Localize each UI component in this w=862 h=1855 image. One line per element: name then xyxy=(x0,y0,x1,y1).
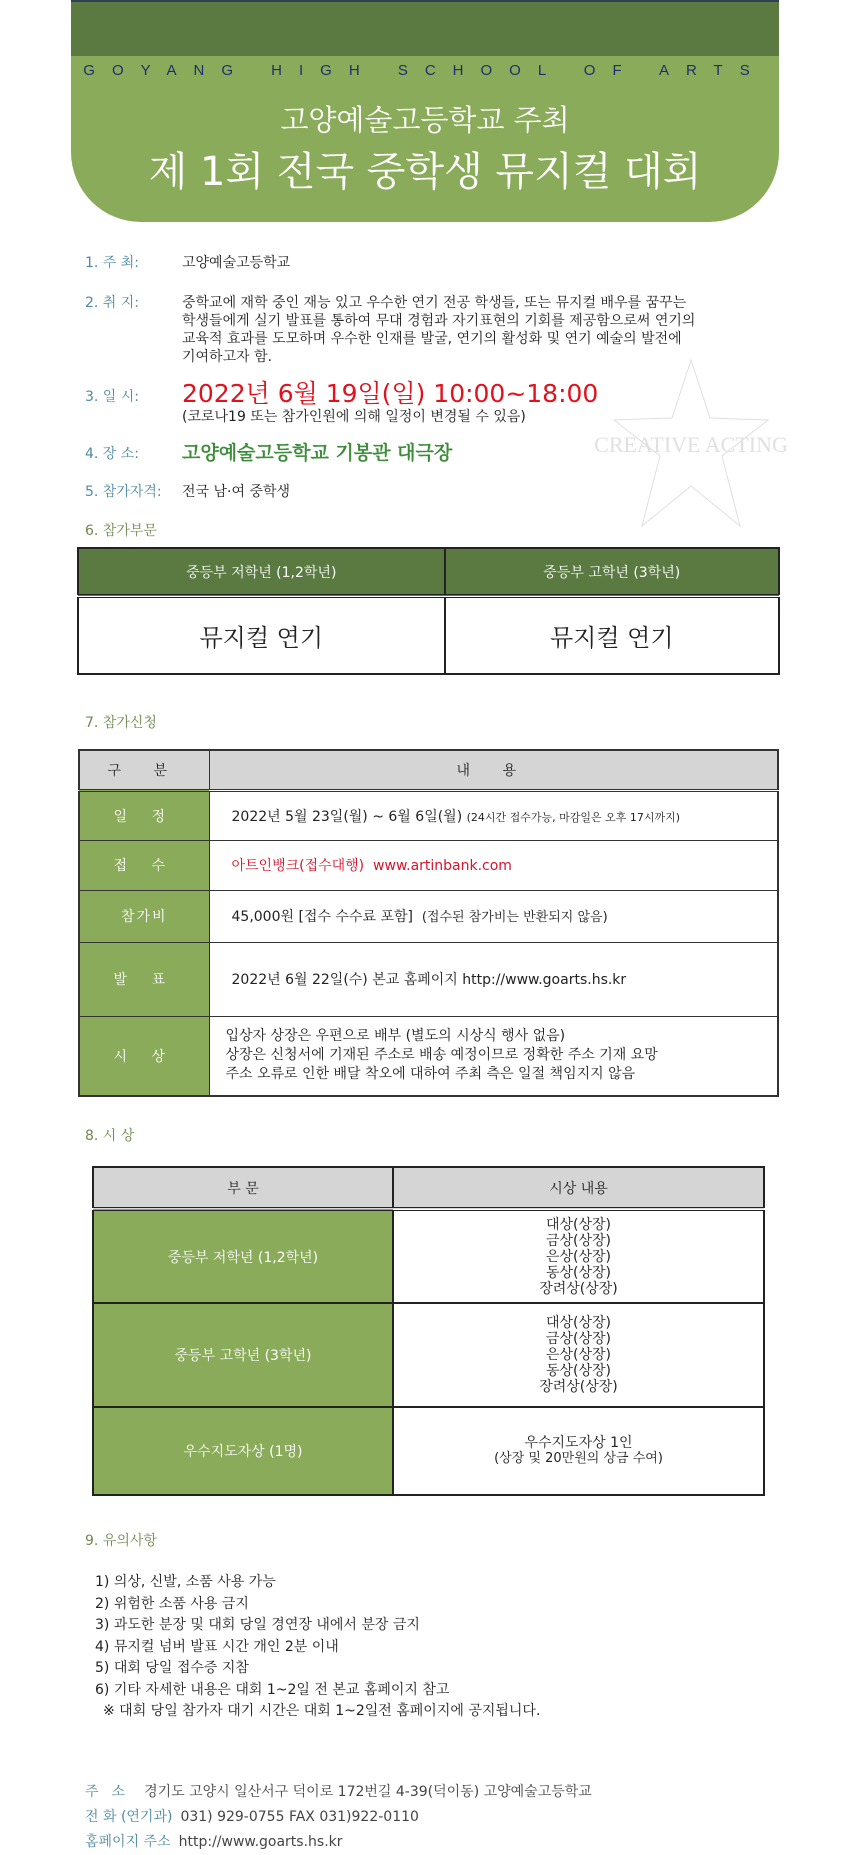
footer-phone-label: 전 화 (연기과) xyxy=(85,1809,173,1825)
division-value-upper: 뮤지컬 연기 xyxy=(445,596,779,674)
info-purpose-label: 2. 취 지: xyxy=(85,295,140,311)
list-item: ※ 대회 당일 참가자 대기 시간은 대회 1~2일전 홈페이지에 공지됩니다. xyxy=(103,1703,541,1719)
footer-web-label: 홈페이지 주소 xyxy=(85,1834,171,1850)
info-host-label: 1. 주 최: xyxy=(85,255,140,271)
table-row xyxy=(79,790,778,840)
announce-value: 2022년 6월 22일(수) 본교 홈페이지 http://www.goarts.hs.kr xyxy=(209,942,778,1016)
table-row xyxy=(79,1016,778,1096)
application-heading: 7. 참가신청 xyxy=(85,715,157,731)
header-banner xyxy=(71,0,779,222)
list-item: 1) 의상, 신발, 소품 사용 가능 xyxy=(95,1574,276,1590)
award-value: 입상자 상장은 우편으로 배부 (별도의 시상식 행사 없음) 상장은 신청서에 기재된 주소로 배송 예정이므로 정확한 주소 기재 요망 주소 오류로 인한 배달 착오에 대하여 주최 측은 일절 책임지지 않음 xyxy=(209,1016,778,1096)
reception-value xyxy=(209,840,778,890)
award-prizes: 우수지도자상 1인 (상장 및 20만원의 상금 수여) xyxy=(393,1407,764,1495)
info-date-label: 3. 일 시: xyxy=(85,389,140,405)
schedule-key: 일 정 xyxy=(79,790,209,840)
award-division: 중등부 고학년 (3학년) xyxy=(93,1303,393,1407)
table-row xyxy=(79,890,778,942)
list-item: 2) 위험한 소품 사용 금지 xyxy=(95,1595,249,1612)
division-table xyxy=(77,547,780,675)
info-host-value: 고양예술고등학교 xyxy=(182,255,291,271)
table-row xyxy=(93,1209,764,1303)
footer-web xyxy=(85,1830,592,1855)
announce-key: 발 표 xyxy=(79,942,209,1016)
footer-web-link[interactable]: http://www.goarts.hs.kr xyxy=(178,1834,343,1850)
purpose-line: 학생들에게 실기 발표를 통하여 무대 경험과 자기표현의 기회를 제공함으로써 연기의 xyxy=(182,313,696,329)
table-row xyxy=(79,840,778,890)
info-venue-value: 고양예술고등학교 기봉관 대극장 xyxy=(182,442,453,464)
award-division: 우수지도자상 (1명) xyxy=(93,1407,393,1495)
list-item: 5) 대회 당일 접수증 지참 xyxy=(95,1660,249,1676)
award-prizes: 대상(상장) 금상(상장) 은상(상장) 동상(상장) 장려상(상장) xyxy=(393,1209,764,1303)
reception-link[interactable]: www.artinbank.com xyxy=(373,858,512,874)
fee-key: 참가비 xyxy=(79,890,209,942)
table-row xyxy=(93,1407,764,1495)
fee-value: 45,000원 [접수 수수료 포함] (접수된 참가비는 반환되지 않음) xyxy=(209,890,778,942)
footer-address-label: 주소 xyxy=(85,1784,139,1800)
list-item: 4) 뮤지컬 넘버 발표 시간 개인 2분 이내 xyxy=(95,1638,339,1655)
division-header-upper: 중등부 고학년 (3학년) xyxy=(445,548,779,596)
header-top-band xyxy=(71,0,779,56)
application-header-content: 내 용 xyxy=(209,750,778,790)
footer-phone: 전 화 (연기과) 031) 929-0755 FAX 031)922-0110 xyxy=(85,1805,592,1830)
purpose-line: 교육적 효과를 도모하며 우수한 인재를 발굴, 연기의 활성화 및 연기 예술의 발전에 xyxy=(182,331,682,347)
creative-acting-watermark xyxy=(594,356,788,534)
notes-list xyxy=(95,1572,540,1723)
header-green-panel xyxy=(71,56,779,222)
header-subtitle: 고양예술고등학교 주최 xyxy=(280,103,570,137)
reception-agent: 아트인뱅크(접수대행) xyxy=(231,858,365,874)
list-item: 6) 기타 자세한 내용은 대회 1~2일 전 본교 홈페이지 참고 xyxy=(95,1681,450,1698)
footer-address: 주소 경기도 고양시 일산서구 덕이로 172번길 4-39(덕이동) 고양예술고등학교 xyxy=(85,1780,592,1805)
table-row xyxy=(93,1303,764,1407)
award-division: 중등부 저학년 (1,2학년) xyxy=(93,1209,393,1303)
page-title: 제 1회 전국 중학생 뮤지컬 대회 xyxy=(148,149,702,195)
table-row xyxy=(79,942,778,1016)
purpose-line: 중학교에 재학 중인 재능 있고 우수한 연기 전공 학생들, 또는 뮤지컬 배우를 꿈꾸는 xyxy=(182,295,687,311)
award-prizes: 대상(상장) 금상(상장) 은상(상장) 동상(상장) 장려상(상장) xyxy=(393,1303,764,1407)
division-header-lower: 중등부 저학년 (1,2학년) xyxy=(78,548,445,596)
notes-heading: 9. 유의사항 xyxy=(85,1533,157,1549)
division-value-lower: 뮤지컬 연기 xyxy=(78,596,445,674)
application-table xyxy=(78,749,779,1097)
division-heading: 6. 참가부문 xyxy=(85,523,157,539)
info-date-note: (코로나19 또는 참가인원에 의해 일정이 변경될 수 있음) xyxy=(182,409,526,425)
schedule-value: 2022년 5월 23일(월) ~ 6월 6일(월) (24시간 접수가능, 마감일은 오후 17시까지) xyxy=(209,790,778,840)
reception-key: 접 수 xyxy=(79,840,209,890)
purpose-line: 기여하고자 함. xyxy=(182,349,273,365)
application-header-category: 구 분 xyxy=(79,750,209,790)
awards-header-division: 부 문 xyxy=(93,1167,393,1209)
watermark-text: CREATIVE ACTING xyxy=(594,432,788,457)
awards-header-content: 시상 내용 xyxy=(393,1167,764,1209)
award-key: 시 상 xyxy=(79,1016,209,1096)
info-eligibility-value: 전국 남·여 중학생 xyxy=(182,484,291,500)
info-date-value: 2022년 6월 19일(일) 10:00~18:00 xyxy=(182,379,599,408)
school-english-name: GOYANG HIGH SCHOOL OF ARTS xyxy=(83,62,767,79)
awards-table xyxy=(92,1166,765,1496)
info-eligibility-label: 5. 참가자격: xyxy=(85,484,162,500)
footer xyxy=(85,1780,592,1855)
awards-heading: 8. 시 상 xyxy=(85,1128,135,1144)
list-item: 3) 과도한 분장 및 대회 당일 경연장 내에서 분장 금지 xyxy=(95,1617,420,1633)
info-venue-label: 4. 장 소: xyxy=(85,446,140,462)
